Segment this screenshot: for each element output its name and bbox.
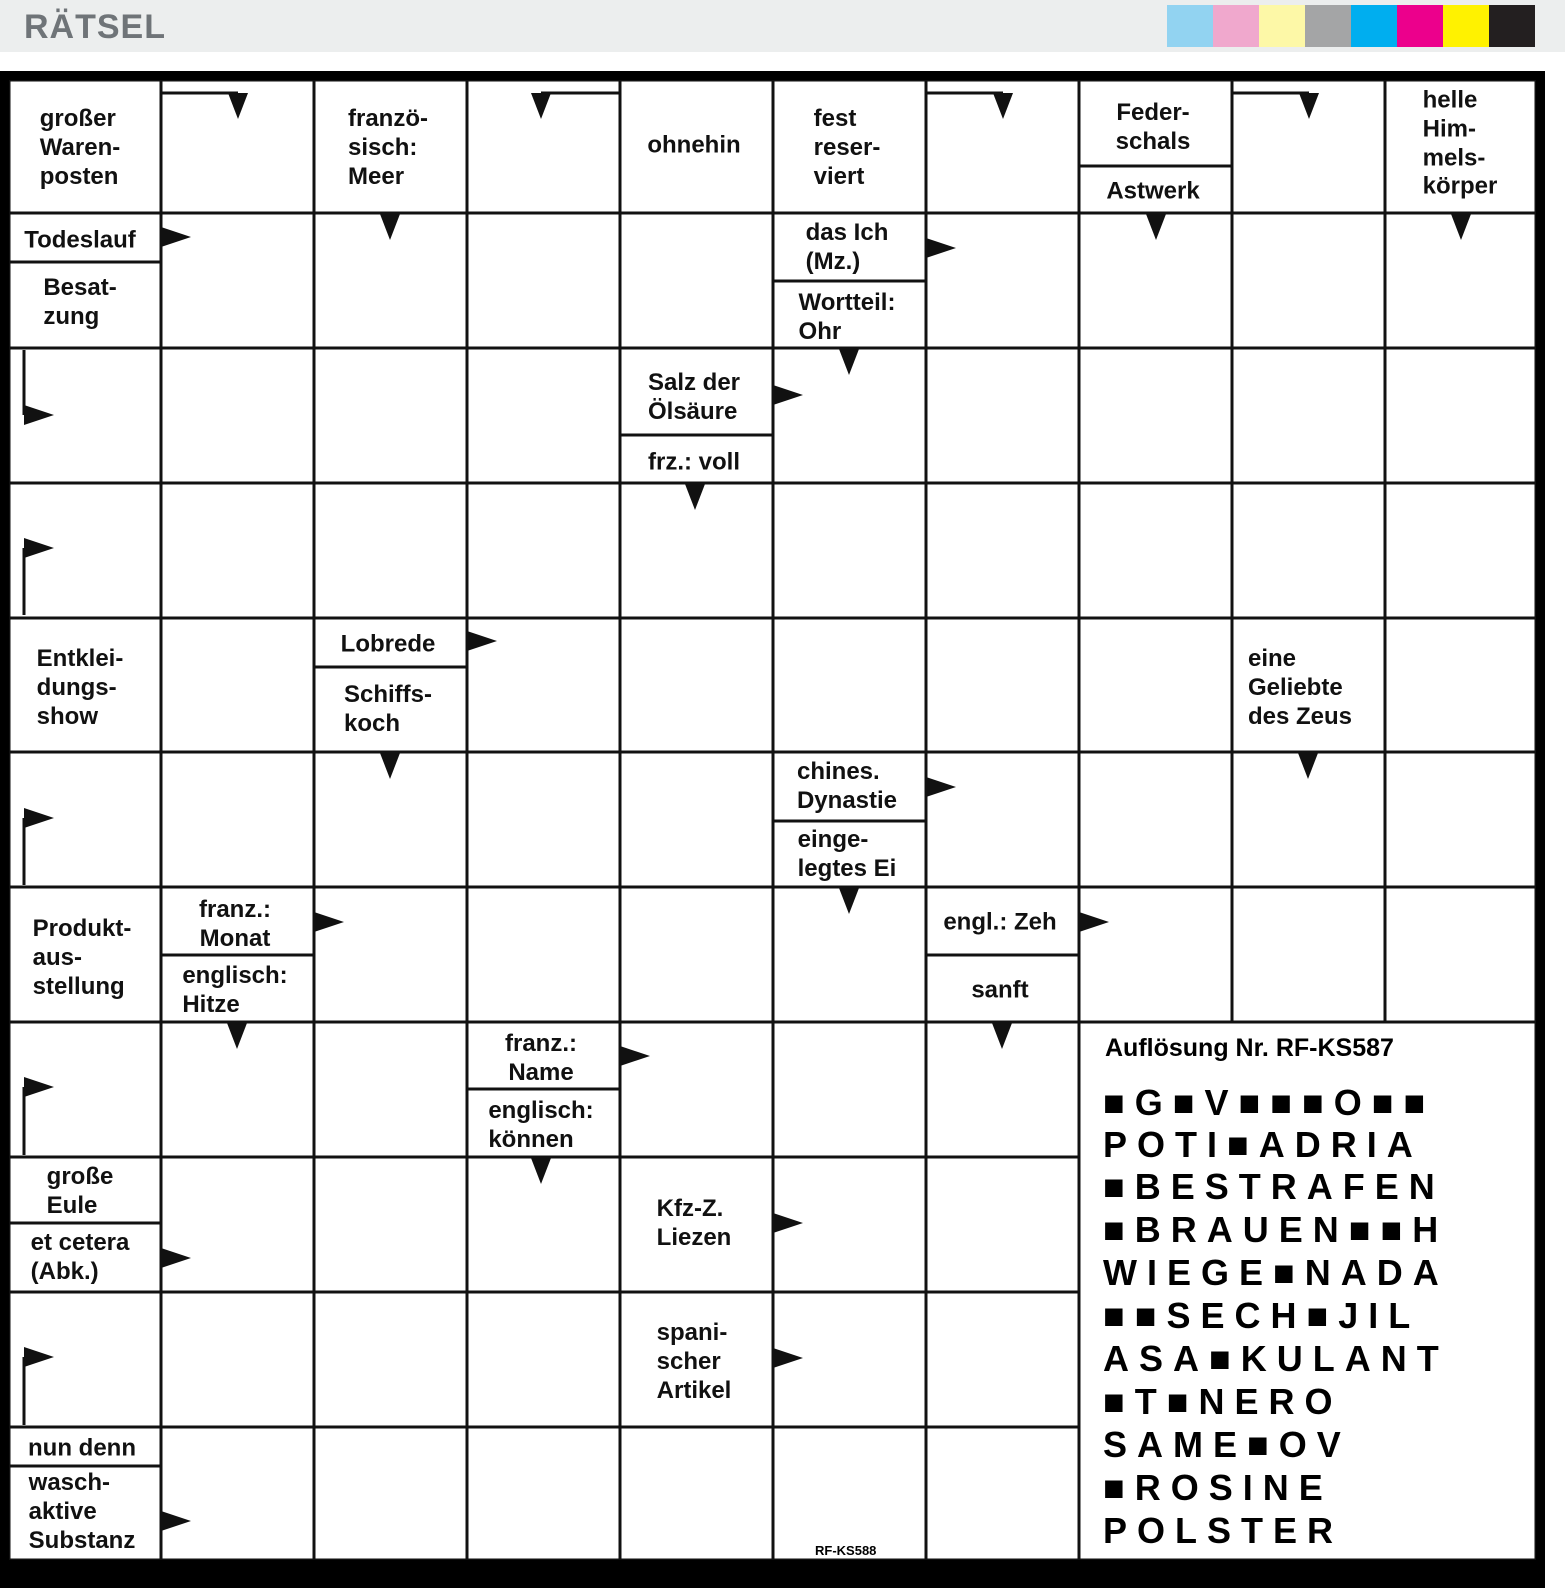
clue-cell: Lobrede (340, 630, 436, 658)
arrow-icon (227, 1023, 247, 1049)
clue-cell: große Eule (46, 1163, 114, 1219)
arrow-icon (926, 238, 956, 258)
arrow-icon (773, 385, 803, 405)
solution-row: SAME■OV (1103, 1424, 1351, 1465)
arrow-icon (993, 93, 1013, 119)
arrow-icon (161, 227, 191, 247)
clue-cell: Besat- zung (43, 274, 117, 330)
clue-cell: fest reser- viert (813, 104, 881, 190)
clue-cell: Kfz-Z. Liezen (656, 1195, 732, 1251)
solution-row: ■BESTRAFEN (1103, 1166, 1445, 1207)
arrow-icon (773, 1213, 803, 1233)
clue-cell: franz.: Monat (199, 896, 271, 952)
clue-cell: großer Waren- posten (39, 104, 121, 190)
clue-cell: sanft (971, 976, 1029, 1004)
clue-cell: Feder- schals (1115, 99, 1191, 155)
clue-cell: et cetera (Abk.) (30, 1229, 130, 1285)
arrow-icon (467, 631, 497, 651)
clue-cell: das Ich (Mz.) (805, 219, 889, 275)
clue-cell: wasch- aktive Substanz (28, 1468, 136, 1554)
arrow-icon (1451, 214, 1471, 240)
arrow-icon (161, 1248, 191, 1268)
clue-cell: engl.: Zeh (943, 908, 1057, 936)
arrow-icon (314, 912, 344, 932)
solution-row: ■■SECH■JIL (1103, 1295, 1421, 1336)
solution-row: ■T■NERO (1103, 1381, 1343, 1422)
arrow-icon (24, 808, 54, 828)
arrow-icon (1298, 753, 1318, 779)
solution-row: POTI■ADRIA (1103, 1124, 1423, 1165)
arrow-icon (1299, 93, 1319, 119)
clue-cell: englisch: können (488, 1097, 594, 1153)
solution-row: WIEGE■NADA (1103, 1252, 1449, 1293)
clue-cell: franz.: Name (505, 1030, 577, 1086)
clue-cell: einge- legtes Ei (797, 826, 897, 882)
solution-row: ASA■KULANT (1103, 1338, 1449, 1379)
header-bar (0, 0, 1565, 52)
solution-row: ■BRAUEN■■H (1103, 1209, 1449, 1250)
clue-cell: franzö- sisch: Meer (348, 104, 428, 190)
arrow-icon (24, 538, 54, 558)
clue-cell: Produkt- aus- stellung (32, 914, 132, 1000)
arrow-icon (228, 93, 248, 119)
arrow-icon (161, 1511, 191, 1531)
color-swatch (1443, 5, 1489, 47)
clue-cell: spani- scher Artikel (656, 1318, 732, 1404)
clue-cell: Astwerk (1106, 177, 1200, 205)
color-swatch (1259, 5, 1305, 47)
clue-cell: Salz der Ölsäure (647, 369, 741, 425)
clue-cell: ohnehin (647, 131, 741, 159)
arrow-icon (24, 1347, 54, 1367)
arrow-icon (1079, 912, 1109, 932)
clue-cell: Todeslauf (24, 226, 136, 254)
arrow-icon (839, 888, 859, 914)
clue-cell: nun denn (28, 1434, 136, 1462)
arrow-icon (24, 1077, 54, 1097)
color-swatch (1305, 5, 1351, 47)
arrow-icon (1146, 214, 1166, 240)
arrow-icon (380, 753, 400, 779)
color-swatch (1489, 5, 1535, 47)
solution-row: POLSTER (1103, 1510, 1344, 1551)
arrow-icon (380, 214, 400, 240)
clue-cell: Wortteil: Ohr (798, 289, 896, 345)
color-swatch (1167, 5, 1213, 47)
puzzle-code: RF-KS588 (815, 1543, 877, 1558)
clue-cell: chines. Dynastie (796, 758, 898, 814)
solution-row: ■ROSINE (1103, 1467, 1333, 1508)
clue-cell: frz.: voll (647, 448, 741, 476)
color-swatch (1397, 5, 1443, 47)
color-swatch (1213, 5, 1259, 47)
solution-row: ■G■V■■■O■■ (1103, 1082, 1436, 1123)
arrow-icon (839, 349, 859, 375)
clue-cell: helle Him- mels- körper (1422, 86, 1498, 200)
clue-cell: Schiffs- koch (343, 681, 433, 737)
arrow-icon (926, 777, 956, 797)
arrow-icon (531, 1158, 551, 1184)
color-swatches (1167, 5, 1535, 47)
header-title: RÄTSEL (24, 8, 166, 46)
arrow-icon (685, 484, 705, 510)
arrow-icon (773, 1348, 803, 1368)
clue-cell: Entklei- dungs- show (36, 644, 124, 730)
arrow-icon (992, 1023, 1012, 1049)
clue-cell: englisch: Hitze (182, 962, 288, 1018)
clue-cell: eine Geliebte des Zeus (1247, 644, 1353, 730)
arrow-icon (531, 93, 551, 119)
arrow-icon (24, 405, 54, 425)
color-swatch (1351, 5, 1397, 47)
arrow-icon (620, 1046, 650, 1066)
solution-title: Auflösung Nr. RF-KS587 (1105, 1034, 1394, 1062)
